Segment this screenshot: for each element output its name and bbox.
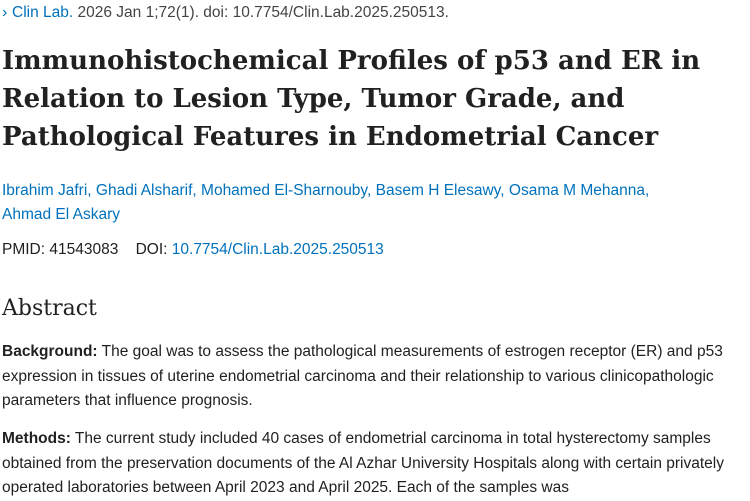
chevron-right-icon[interactable]: › xyxy=(2,4,8,21)
pmid-value: 41543083 xyxy=(49,241,119,258)
author-link[interactable]: Ibrahim Jafri xyxy=(2,182,88,199)
methods-text: The current study included 40 cases of endometrial carcinoma in total hysterectomy samples obtained from the preservation documents of the Al Azhar University Hospitals along with certain privately operated laboratories between April 2023 and April 2025. Each of the samples was xyxy=(2,430,724,496)
journal-link[interactable]: Clin Lab. xyxy=(12,4,74,21)
abstract-background xyxy=(2,340,744,414)
pmid-label: PMID: xyxy=(2,241,46,258)
author-link[interactable]: Mohamed El-Sharnouby xyxy=(201,182,368,199)
background-label: Background: xyxy=(2,343,98,360)
article-title: Immunohistochemical Profiles of p53 and ER in Relation to Lesion Type, Tumor Grade, and Pathological Features in Endometrial Cancer xyxy=(2,46,701,152)
methods-label: Methods: xyxy=(2,430,71,447)
article-identifiers xyxy=(2,241,384,259)
author-link[interactable]: Ghadi Alsharif xyxy=(95,182,193,199)
authors-list: Ibrahim Jafri, Ghadi Alsharif, Mohamed El-Sharnouby, Basem H Elesawy, Osama M Mehanna, Ahmad El Askary xyxy=(2,182,650,223)
abstract-methods xyxy=(2,427,744,501)
author-link[interactable]: Ahmad El Askary xyxy=(2,206,121,223)
citation-details: 2026 Jan 1;72(1). doi: 10.7754/Clin.Lab.2025.250513. xyxy=(73,4,449,21)
author-link[interactable]: Basem H Elesawy xyxy=(375,182,501,199)
background-text: The goal was to assess the pathological measurements of estrogen receptor (ER) and p53 expression in tissues of uterine endometrial carcinoma and their relationship to various clinicopathologic parameters that influence prognosis. xyxy=(2,343,723,409)
doi-label: DOI: xyxy=(135,241,168,258)
doi-link[interactable]: 10.7754/Clin.Lab.2025.250513 xyxy=(171,241,384,258)
citation-line xyxy=(2,4,449,22)
abstract-heading: Abstract xyxy=(2,296,97,321)
author-link[interactable]: Osama M Mehanna xyxy=(508,182,646,199)
